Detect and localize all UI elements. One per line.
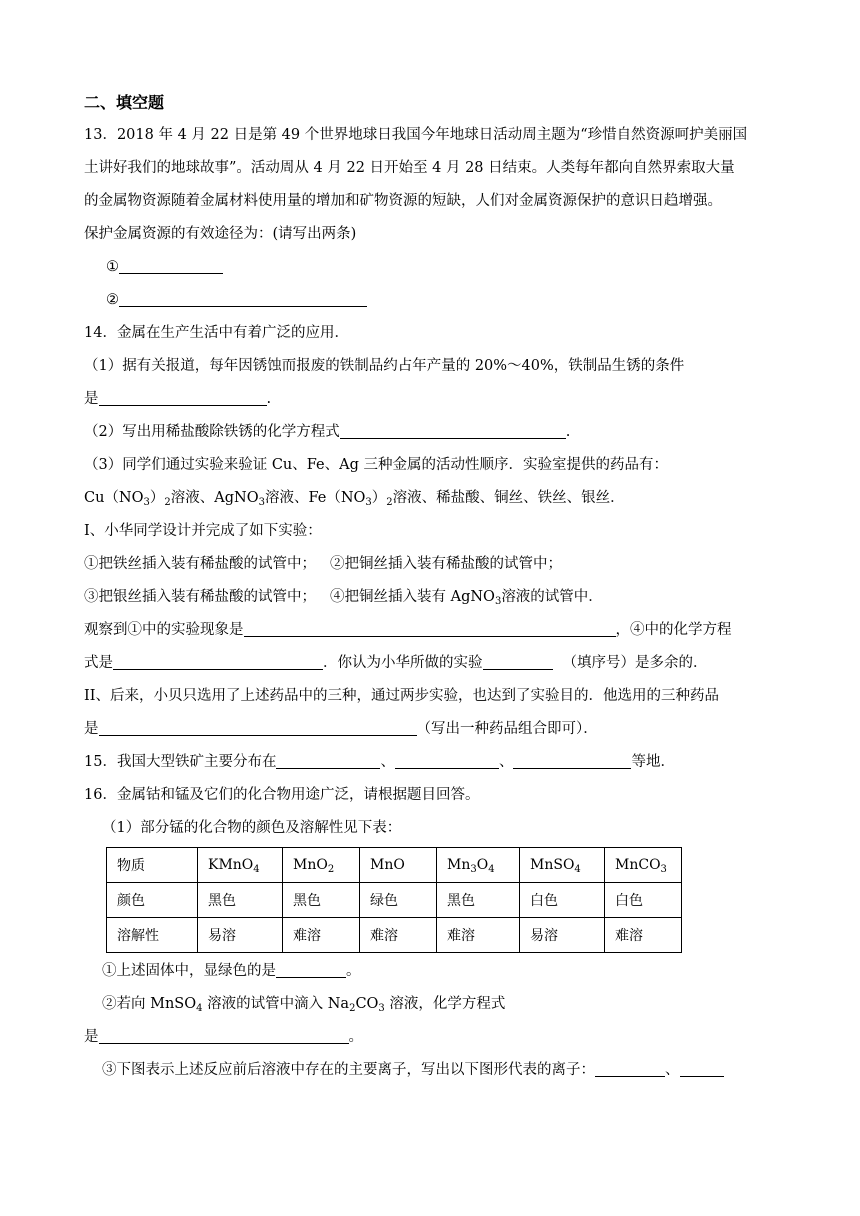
q15-blank-2[interactable] xyxy=(395,750,499,769)
q16-s2-sub: 4 xyxy=(196,1003,203,1014)
reagent-sub: 3 xyxy=(143,497,150,508)
table-row-label: 溶解性 xyxy=(107,918,198,953)
q14-p1-line1: （1）据有关报道，每年因锈蚀而报废的铁制品约占年产量的 20%～40%，铁制品生锈的条件 xyxy=(84,358,685,374)
q14-title: 14．金属在生产生活中有着广泛的应用． xyxy=(84,325,349,341)
q14-equation xyxy=(84,647,784,680)
q14-reagents-blank[interactable] xyxy=(99,717,417,736)
q14-p2-suffix: . xyxy=(565,424,571,440)
q16-s3-text: ③下图表示上述反应前后溶液中存在的主要离子，写出以下图形代表的离子： xyxy=(102,1062,595,1078)
q16-s2-text: 溶液，化学方程式 xyxy=(384,996,506,1012)
q14-p3: （3）同学们通过实验来验证 Cu、Fe、Ag 三种金属的活动性顺序．实验室提供的药品有： xyxy=(84,457,668,473)
manganese-compounds-table xyxy=(106,847,682,953)
q14-obs-text: 观察到①中的实验现象是 xyxy=(84,622,244,638)
q16-s2-sub: 2 xyxy=(349,1003,356,1014)
reagent-text: 溶液、AgNO xyxy=(170,490,259,506)
table-cell-color: 黑色 xyxy=(437,883,520,918)
q14-part1-title: I、小华同学设计并完成了如下实验： xyxy=(84,523,322,539)
q15 xyxy=(84,746,784,779)
table-cell-solubility: 难溶 xyxy=(605,918,682,953)
q13-line1: 13．2018 年 4 月 22 日是第 49 个世界地球日我国今年地球日活动周主题为“珍惜自然资源呵护美丽国 xyxy=(84,127,748,143)
reagent-sub: 3 xyxy=(258,497,265,508)
table-row-label: 物质 xyxy=(107,848,198,883)
q16-s2 xyxy=(84,988,784,1021)
q14-p1-line2 xyxy=(84,383,784,416)
q13-line4: 保护金属资源的有效途径为：(请写出两条) xyxy=(84,226,357,242)
table-cell-solubility: 易溶 xyxy=(198,918,283,953)
table-cell-solubility: 难溶 xyxy=(283,918,360,953)
reagent-text: ） xyxy=(149,490,165,506)
q13-answer-2 xyxy=(84,284,784,317)
reagent-text: Cu（NO xyxy=(84,490,144,506)
q14-observation-blank[interactable] xyxy=(244,618,616,637)
reagent-text: 溶液、稀盐酸、铜丝、铁丝、银丝． xyxy=(392,490,625,506)
q13-answer-2-blank[interactable] xyxy=(119,288,367,307)
q13-line3: 的金属物资源随着金属材料使用量的增加和矿物资源的短缺，人们对金属资源保护的意识日趋增强。 xyxy=(84,193,722,209)
table-row xyxy=(107,883,682,918)
q16-s3 xyxy=(84,1054,784,1087)
q14-exp4: ④把铜丝插入装有 AgNO xyxy=(330,589,495,605)
reagent-sub: 3 xyxy=(365,497,372,508)
q14-exp4-post: 溶液的试管中． xyxy=(501,589,603,605)
q13-item1-marker: ① xyxy=(106,259,119,275)
reagent-sub: 2 xyxy=(386,497,393,508)
q14-obs-post: ，④中的化学方程 xyxy=(615,622,732,638)
q14-part2-suffix: （写出一种药品组合即可）． xyxy=(416,721,598,737)
table-cell-color: 黑色 xyxy=(283,883,360,918)
q14-exp3: ③把银丝插入装有稀盐酸的试管中； xyxy=(84,589,316,605)
q13-answer-1-blank[interactable] xyxy=(119,255,223,274)
table-row xyxy=(107,918,682,953)
q13-item2-marker: ② xyxy=(106,292,119,308)
q14-rust-condition-blank[interactable] xyxy=(99,387,267,406)
q16-green-solid-blank[interactable] xyxy=(276,959,346,978)
q16-s2-text: CO xyxy=(355,996,379,1012)
table-row-label: 颜色 xyxy=(107,883,198,918)
table-cell-substance: MnO xyxy=(360,848,437,883)
q14-redundant-blank[interactable] xyxy=(483,651,553,670)
q15-sep: 、 xyxy=(498,754,514,770)
q14-observation xyxy=(84,614,784,647)
reagent-sub: 2 xyxy=(164,497,171,508)
q13-answer-1 xyxy=(84,251,784,284)
q16-s2-suffix: 。 xyxy=(348,1029,363,1045)
q14-eq-post: （填序号）是多余的． xyxy=(562,655,708,671)
q16-equation-blank[interactable] xyxy=(99,1025,349,1044)
q16-s2-text: 溶液的试管中滴入 Na xyxy=(202,996,350,1012)
q16-s1-post: 。 xyxy=(346,963,361,979)
q16-s2-line2 xyxy=(84,1021,784,1054)
q14-exp2: ②把铜丝插入装有稀盐酸的试管中； xyxy=(330,556,562,572)
q14-p1-suffix: . xyxy=(266,391,272,407)
q16-s2-text: ②若向 MnSO xyxy=(102,996,197,1012)
table-cell-color: 白色 xyxy=(605,883,682,918)
table-cell-color: 白色 xyxy=(520,883,605,918)
table-cell-solubility: 难溶 xyxy=(360,918,437,953)
q13-line2: 土讲好我们的地球故事”。活动周从 4 月 22 日开始至 4 月 28 日结束。人类每年都向自然界索取大量 xyxy=(84,160,735,176)
q15-text: 15．我国大型铁矿主要分布在 xyxy=(84,754,277,770)
table-cell-substance: $Mn_3O_4$ xyxy=(437,848,520,883)
reagent-text: 溶液、Fe（NO xyxy=(264,490,366,506)
worksheet-page xyxy=(84,86,784,1087)
q14-part2-prefix: 是 xyxy=(84,721,99,737)
q14-exp4-sub: 3 xyxy=(494,596,502,607)
q14-equation-blank[interactable] xyxy=(113,651,323,670)
q14-eq-text: 式是 xyxy=(84,655,113,671)
table-cell-substance: MnSO$_4$ xyxy=(520,848,605,883)
table-cell-substance: KMnO$_4$ xyxy=(198,848,283,883)
q14-p1-prefix: 是 xyxy=(84,391,99,407)
reagent-text: ） xyxy=(371,490,387,506)
q16-ion-blank-2[interactable] xyxy=(680,1058,724,1077)
q14-eq-mid: ．你认为小华所做的实验 xyxy=(323,655,483,671)
q14-part2-line1: II、后来，小贝只选用了上述药品中的三种，通过两步实验，也达到了实验目的．他选用的三种药品 xyxy=(84,688,719,704)
q14-exp1: ①把铁丝插入装有稀盐酸的试管中； xyxy=(84,556,316,572)
q16-s3-sep: 、 xyxy=(665,1062,680,1078)
q14-p2-text: （2）写出用稀盐酸除铁锈的化学方程式 xyxy=(84,424,340,440)
q14-p2 xyxy=(84,416,784,449)
q16-s1 xyxy=(84,955,784,988)
table-row xyxy=(107,848,682,883)
table-cell-color: 黑色 xyxy=(198,883,283,918)
q15-blank-1[interactable] xyxy=(276,750,380,769)
table-cell-substance: MnO$_2$ xyxy=(283,848,360,883)
q16-s2-sub: 3 xyxy=(378,1003,385,1014)
q16-s1-text: ①上述固体中，显绿色的是 xyxy=(102,963,276,979)
q15-post: 等地． xyxy=(631,754,675,770)
q16-ion-blank-1[interactable] xyxy=(595,1058,665,1077)
q16-title: 16．金属钴和锰及它们的化合物用途广泛，请根据题目回答。 xyxy=(84,787,480,803)
table-cell-solubility: 易溶 xyxy=(520,918,605,953)
table-cell-color: 绿色 xyxy=(360,883,437,918)
q16-s2-prefix: 是 xyxy=(84,1029,99,1045)
q16-p1: （1）部分锰的化合物的颜色及溶解性见下表： xyxy=(102,820,402,836)
q15-sep: 、 xyxy=(380,754,395,770)
section-title: 二、填空题 xyxy=(84,93,165,112)
q14-exp-row2 xyxy=(84,581,784,614)
q14-reagents xyxy=(84,482,784,515)
q15-blank-3[interactable] xyxy=(513,750,631,769)
q14-part2-line2 xyxy=(84,713,784,746)
table-cell-substance: MnCO$_3$ xyxy=(605,848,682,883)
table-cell-solubility: 难溶 xyxy=(437,918,520,953)
q14-rust-equation-blank[interactable] xyxy=(340,420,566,439)
q14-exp-row1 xyxy=(84,548,784,581)
